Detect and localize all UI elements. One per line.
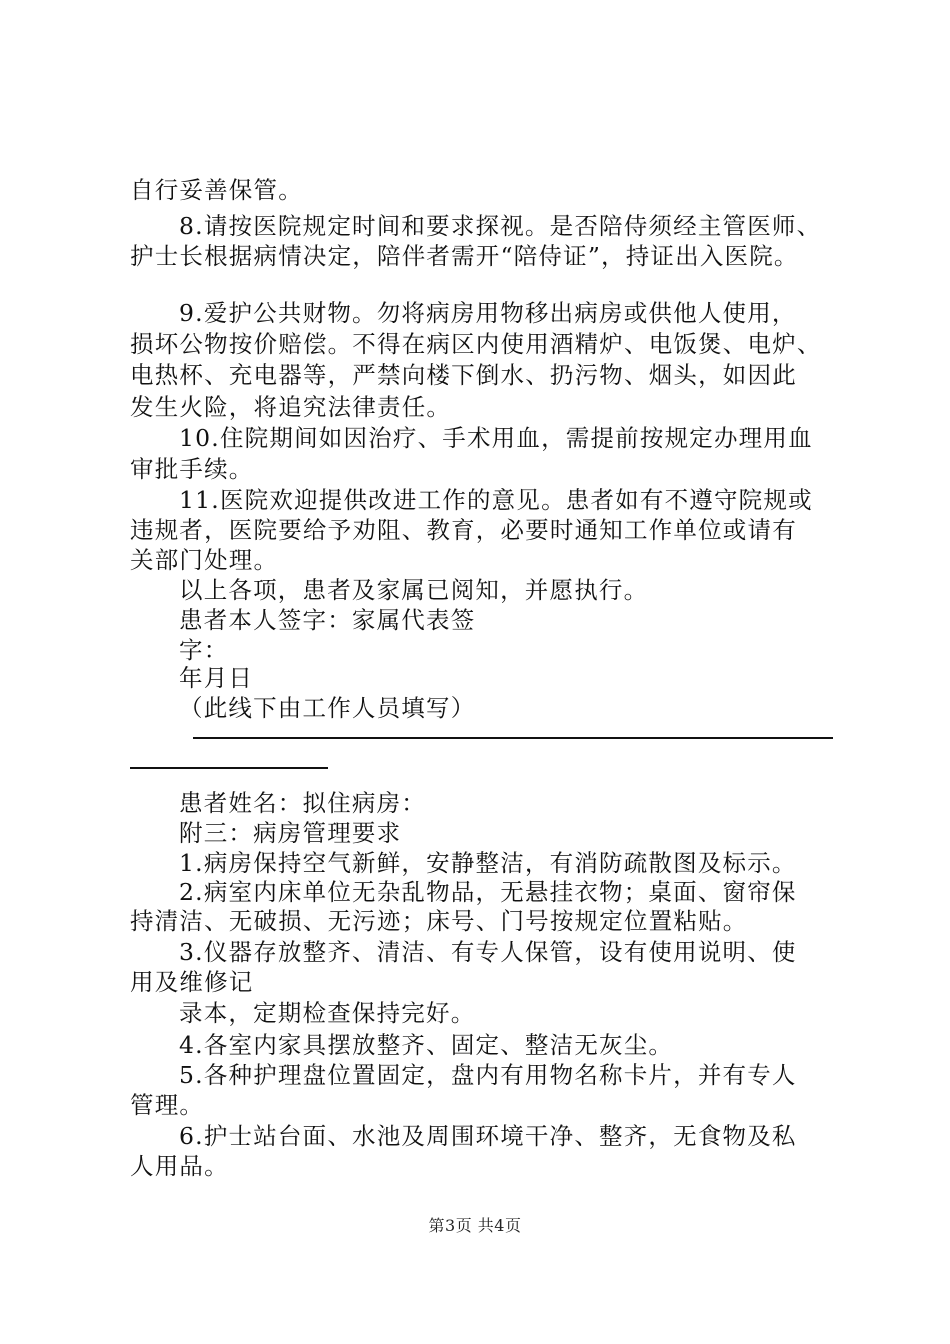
- separator-line: [193, 737, 833, 739]
- text-line: 自行妥善保管。: [130, 176, 303, 204]
- text-line: 损坏公物按价赔偿。不得在病区内使用酒精炉、电饭煲、电炉、: [130, 330, 822, 358]
- text-line: 6.护士站台面、水池及周围环境干净、整齐，无食物及私: [179, 1122, 797, 1150]
- text-line: 患者姓名：拟住病房：: [179, 789, 426, 817]
- text-line: 录本，定期检查保持完好。: [179, 999, 476, 1027]
- text-line: 电热杯、充电器等，严禁向楼下倒水、扔污物、烟头，如因此: [130, 361, 797, 389]
- text-line: 以上各项，患者及家属已阅知，并愿执行。: [179, 576, 649, 604]
- text-line: 关部门处理。: [130, 546, 279, 574]
- text-line: 附三：病房管理要求: [179, 819, 402, 847]
- text-line: 5.各种护理盘位置固定，盘内有用物名称卡片，并有专人: [179, 1061, 797, 1089]
- text-line: 人用品。: [130, 1152, 229, 1180]
- text-line: 违规者，医院要给予劝阻、教育，必要时通知工作单位或请有: [130, 516, 797, 544]
- text-line: 管理。: [130, 1091, 205, 1119]
- text-line: 1.病房保持空气新鲜，安静整洁，有消防疏散图及标示。: [179, 849, 797, 877]
- text-line: 8.请按医院规定时间和要求探视。是否陪侍须经主管医师、: [179, 212, 822, 240]
- text-line: 患者本人签字：家属代表签: [179, 606, 476, 634]
- text-line: 9.爱护公共财物。勿将病房用物移出病房或供他人使用，: [179, 299, 797, 327]
- text-line: 年月日: [179, 664, 254, 692]
- separator-line: [130, 767, 328, 769]
- text-line: 持清洁、无破损、无污迹；床号、门号按规定位置粘贴。: [130, 907, 748, 935]
- page-footer: 第3页 共4页: [428, 1216, 522, 1235]
- text-line: 审批手续。: [130, 455, 254, 483]
- text-line: 10.住院期间如因治疗、手术用血，需提前按规定办理用血: [179, 424, 813, 452]
- text-line: 发生火险，将追究法律责任。: [130, 393, 452, 421]
- text-line: 护士长根据病情决定，陪伴者需开“陪侍证”，持证出入医院。: [130, 242, 799, 270]
- text-line: 用及维修记: [130, 968, 254, 996]
- text-line: 2.病室内床单位无杂乱物品，无悬挂衣物；桌面、窗帘保: [179, 878, 797, 906]
- text-line: 3.仪器存放整齐、清洁、有专人保管，设有使用说明、使: [179, 938, 797, 966]
- text-line: 4.各室内家具摆放整齐、固定、整洁无灰尘。: [179, 1031, 674, 1059]
- text-line: 11.医院欢迎提供改进工作的意见。患者如有不遵守院规或: [179, 486, 813, 514]
- text-line: 字：: [179, 636, 229, 664]
- text-line: （此线下由工作人员填写）: [179, 694, 476, 722]
